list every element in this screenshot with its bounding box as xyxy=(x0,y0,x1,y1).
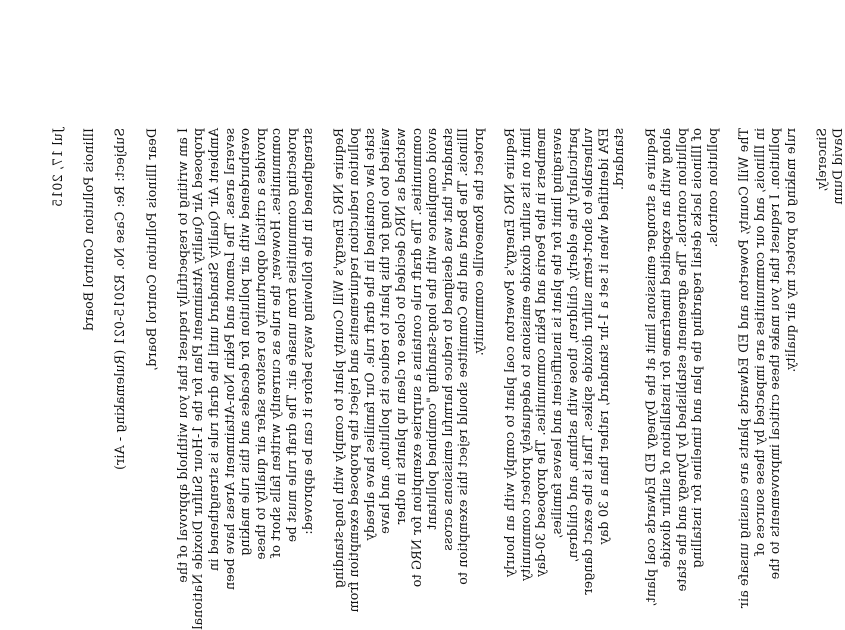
paragraph-line: pollution controls. xyxy=(704,128,720,248)
paragraph-line: along with an expedited timeframe for installation of sulfur dioxide xyxy=(658,128,674,568)
intro-paragraph xyxy=(174,128,315,630)
paragraph-line: Ambient Air Quality Standard until the draft rule is strengthened in xyxy=(205,128,221,572)
point-will-county-paragraph xyxy=(330,128,487,613)
paragraph-line: avoid compliance with the long-standing "combined pollutant xyxy=(424,128,440,530)
paragraph-line: rule making to protect my air quality. xyxy=(782,128,798,373)
paragraph-line: pollution reduction requirements and reject the proposed exemption from xyxy=(346,128,362,613)
paragraph-line: averaging limit for the plant is insufficient and leaves families, xyxy=(549,128,564,539)
paragraph-line: I am writing to respectfully request that you withhold approval of the xyxy=(174,128,190,583)
paragraph-line: Require NRG Energy's Powerton coal plant to comply with an hourly xyxy=(502,128,518,578)
paragraph-line: pollution controls. The agreement established by Dynegy and the state xyxy=(673,128,689,592)
letter-signoff: Sincerely, xyxy=(814,128,830,192)
letter-body xyxy=(50,128,845,630)
point-powerton-paragraph xyxy=(502,128,627,598)
paragraph-line: communities. However, the rule as currently written falls short of xyxy=(268,128,284,558)
paragraph-line: vulnerable to short-term sulfur dioxide spikes. That is the exact danger xyxy=(580,128,596,595)
paragraph-line: in Illinois, and our communities are impacted by these sources of xyxy=(751,128,767,556)
point-ed-edwards-paragraph xyxy=(642,128,721,607)
letter-subject: Subject: Re: Case No. R2015-021 (Rulemaking - Air) xyxy=(112,128,128,471)
paragraph-line: state law contained in the draft rule. Our families have already xyxy=(361,128,377,541)
paragraph-line: communities. The draft rule contains a surprise exemption for NRG to xyxy=(408,128,424,588)
paragraph-line: overburdened with air pollution for decades and this rule making xyxy=(237,128,253,556)
paragraph-line: particularly the elderly, children, those with asthma, and children, xyxy=(564,128,580,563)
paragraph-line: limit on its sulfur dioxide emissions to adequately protect community xyxy=(517,128,533,582)
paragraph-line: Require a stronger emissions limit at the Dynegy ED Edwards coal plant, xyxy=(642,128,658,607)
paragraph-line: several areas. The Lemont and Pekin Non-Attainment Areas have been xyxy=(221,128,237,591)
closing-paragraph xyxy=(736,128,798,609)
paragraph-line: provides a critical opportunity to restore safer air quality to these xyxy=(252,128,268,560)
paragraph-line: proposed Air Quality Attainment Plan for the 1-Hour Sulfur Dioxide National xyxy=(190,128,206,630)
paragraph-line: pollution. I request that you make these critical improvements to the xyxy=(767,128,783,580)
paragraph-line: EPA identified when it set a 1-hr standard, rather than a 30 day xyxy=(595,128,611,545)
paragraph-line: of Illinois lacks detail regarding the plan and timeline for installing xyxy=(689,128,705,569)
letter-salutation: Dear Illinois Pollution Control Board, xyxy=(143,128,159,371)
paragraph-line: waited too long for this plant to reduce its pollution, and have xyxy=(377,128,393,535)
paragraph-line: protecting communities from unsafe air. The draft rule must be xyxy=(283,128,299,543)
paragraph-line: protect the Romeoville community. xyxy=(471,128,487,356)
paragraph-line: members in the Peoria and Pekin communities. The proposed 30-day xyxy=(533,128,549,578)
paragraph-line: Require NRG Energy's Will County plant to comply with long-standing xyxy=(330,128,346,589)
paragraph-line: watched as NRG decided to close or clean up plants in other xyxy=(393,128,409,525)
paragraph-line: standard. xyxy=(611,128,627,191)
letter-date: Jul 17, 2015 xyxy=(50,128,65,208)
paragraph-line: Illinois. The Board and the Committee should reject this exemption to xyxy=(455,128,471,585)
paragraph-line: strengthened in the following ways before it can be approved: xyxy=(299,128,315,535)
letter-signer: David Dunn xyxy=(829,128,845,205)
letter-recipient: Illinois Pollution Control Board xyxy=(81,128,97,331)
paragraph-line: standard" that was designed to reduce harmful emissions across xyxy=(439,128,455,551)
paragraph-line: The Will County, Powerton and ED Edwards plants are causing unsafe air xyxy=(736,128,752,609)
